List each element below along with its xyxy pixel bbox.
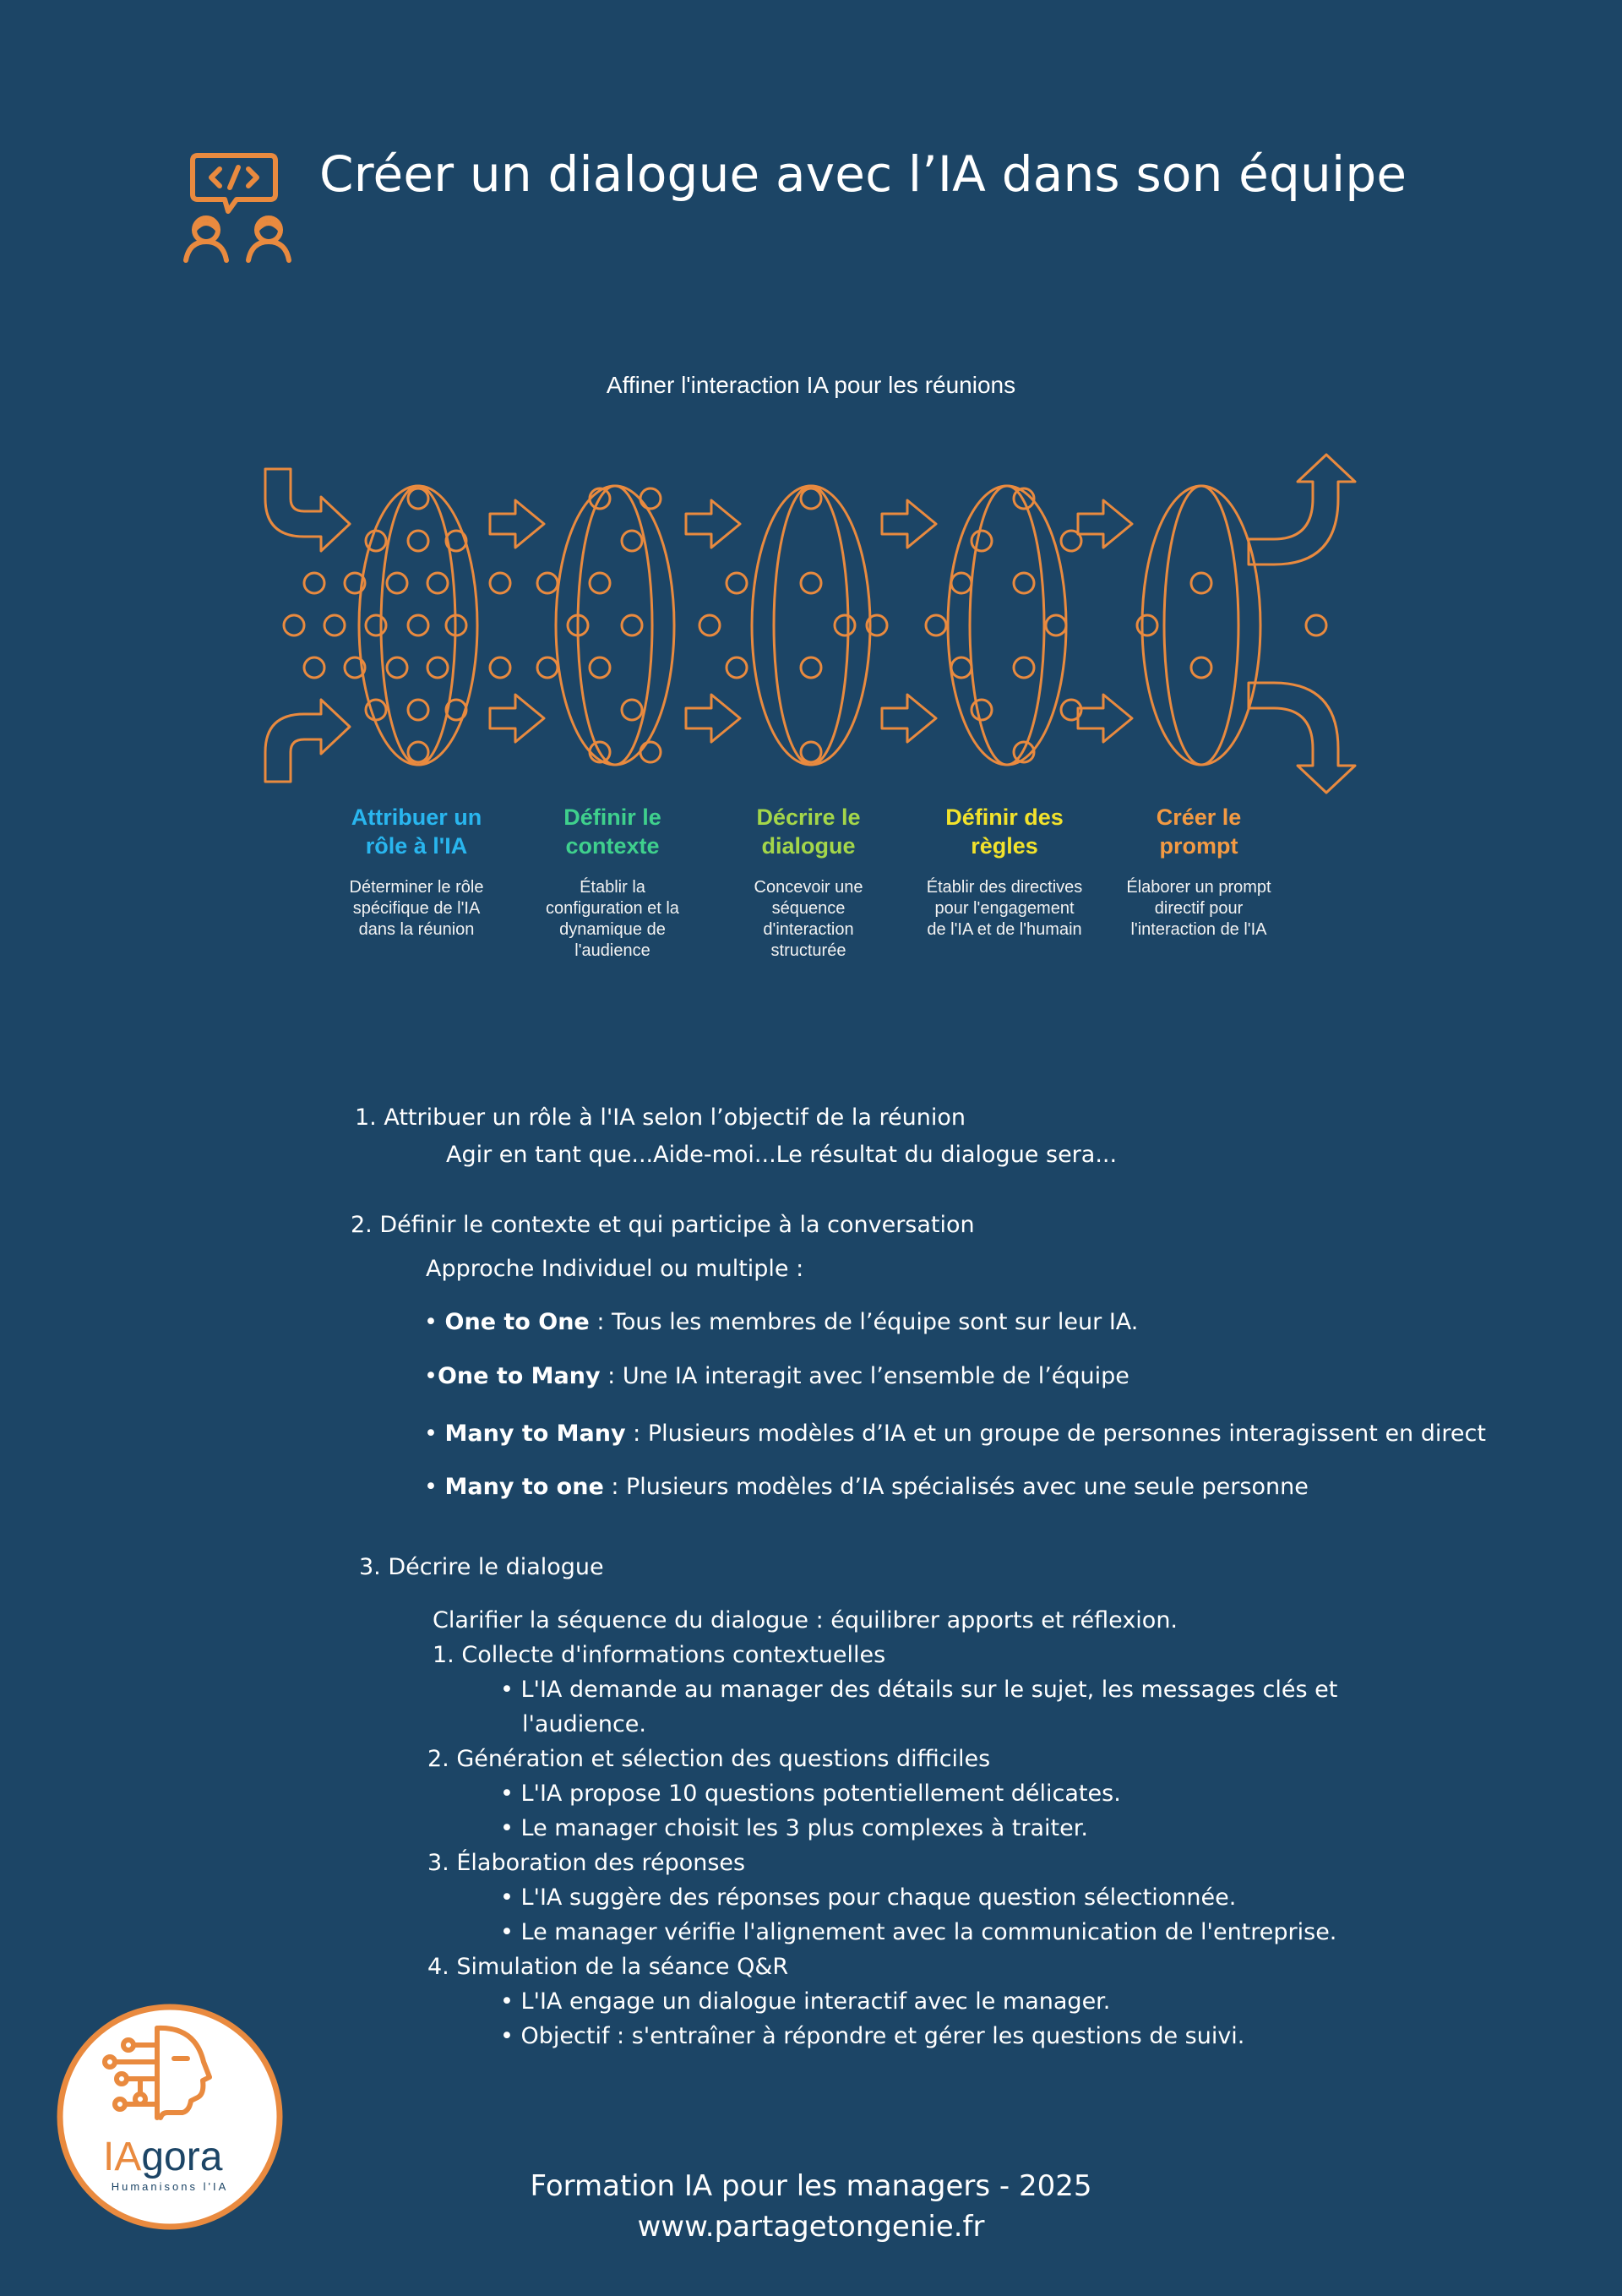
- step-description: Concevoir une séquence d'interaction structurée: [754, 878, 863, 960]
- step-description: Élaborer un prompt directif pour l'interaction de l'IA: [1126, 878, 1271, 939]
- dialogue-step-line: • L'IA suggère des réponses pour chaque question sélectionnée.: [500, 1884, 1237, 1911]
- particle-dot: [1014, 573, 1034, 593]
- context-mode-item: •One to Many : Une IA interagit avec l’ensemble de l’équipe: [424, 1363, 1129, 1389]
- page-title: Créer un dialogue avec l’IA dans son équipe: [319, 145, 1407, 203]
- particle-dot: [366, 615, 386, 635]
- logo-text-ia: IA: [103, 2135, 142, 2179]
- particle-dot: [622, 531, 642, 551]
- particle-dot: [590, 573, 610, 593]
- dialogue-step-line: • Le manager vérifie l'alignement avec la communication de l'entreprise.: [500, 1919, 1337, 1945]
- particle-dot: [537, 573, 558, 593]
- section-1-heading: 1. Attribuer un rôle à l'IA selon l’objectif de la réunion: [355, 1104, 966, 1131]
- mode-name: Many to Many: [444, 1421, 626, 1447]
- logo-tagline: Humanisons l'IA: [111, 2180, 229, 2193]
- particle-dot: [490, 573, 510, 593]
- particle-dot: [408, 742, 428, 762]
- particle-dot: [408, 531, 428, 551]
- particle-dot: [284, 615, 304, 635]
- particle-dot: [304, 573, 324, 593]
- curved-arrow-in-bottom: [265, 700, 350, 782]
- disk-stage-5: [1142, 486, 1260, 765]
- particle-dot: [801, 742, 821, 762]
- particle-dot: [640, 488, 661, 509]
- curved-arrow-in-top: [265, 469, 350, 551]
- particle-dot: [951, 657, 972, 678]
- step-description: Établir des directives pour l'engagement de l'IA et de l'humain: [926, 878, 1083, 939]
- dialogue-step-line: • L'IA demande au manager des détails sur le sujet, les messages clés et: [500, 1677, 1338, 1703]
- dialogue-step-line: 2. Génération et sélection des questions difficiles: [427, 1746, 991, 1772]
- process-diagram: [253, 448, 1369, 803]
- section-1-text: Agir en tant que...Aide-moi...Le résultat du dialogue sera...: [446, 1142, 1118, 1168]
- mode-name: One to Many: [437, 1363, 601, 1389]
- step-title: Définir des règles: [945, 804, 1064, 859]
- particle-dot: [801, 488, 821, 509]
- particle-dot: [1046, 615, 1066, 635]
- particle-dot: [622, 615, 642, 635]
- particle-dot: [972, 531, 992, 551]
- mode-name: Many to one: [444, 1474, 604, 1500]
- arrow-1-top: [490, 500, 544, 548]
- particle-dot: [366, 531, 386, 551]
- particle-dot: [408, 615, 428, 635]
- particle-dot: [408, 488, 428, 509]
- curved-arrow-out-top: [1249, 455, 1355, 564]
- particle-dot: [1061, 531, 1081, 551]
- footer-line-1: Formation IA pour les managers - 2025: [530, 2169, 1092, 2203]
- particle-dot: [801, 657, 821, 678]
- particle-dot: [801, 573, 821, 593]
- dialogue-step-line: Clarifier la séquence du dialogue : équilibrer apports et réflexion.: [433, 1607, 1178, 1633]
- section-2-intro: Approche Individuel ou multiple :: [426, 1256, 804, 1282]
- step-3: [711, 803, 906, 962]
- footer-line-2: www.partagetongenie.fr: [637, 2210, 985, 2244]
- disk-stage-2: [556, 486, 674, 765]
- particle-dot: [446, 700, 466, 720]
- particle-dot: [640, 742, 661, 762]
- particle-dot: [727, 657, 747, 678]
- particle-dot: [537, 657, 558, 678]
- step-title: Décrire le dialogue: [756, 804, 861, 859]
- dialogue-step-line: l'audience.: [522, 1711, 646, 1737]
- particle-dot: [1191, 573, 1211, 593]
- section-3-heading: 3. Décrire le dialogue: [359, 1554, 604, 1580]
- arrow-2-top: [686, 500, 740, 548]
- step-4: [907, 803, 1102, 941]
- particle-dot: [699, 615, 720, 635]
- particle-dot: [387, 657, 407, 678]
- mode-name: One to One: [444, 1309, 590, 1335]
- step-description: Déterminer le rôle spécifique de l'IA dans la réunion: [349, 878, 484, 939]
- particle-dot: [590, 657, 610, 678]
- disk-stage-4: [948, 486, 1066, 765]
- disk-stage-1: [359, 486, 477, 765]
- step-5: [1102, 803, 1296, 941]
- curved-arrow-out-bottom: [1249, 683, 1355, 793]
- diagram-title: Affiner l'interaction IA pour les réunions: [606, 372, 1016, 398]
- particle-dot: [387, 573, 407, 593]
- step-2: [515, 803, 710, 962]
- particle-dot: [427, 573, 448, 593]
- arrow-2-bottom: [686, 695, 740, 742]
- step-title: Définir le contexte: [563, 804, 661, 859]
- step-description: Établir la configuration et la dynamique de l'audience: [546, 878, 679, 960]
- particle-dot: [622, 700, 642, 720]
- particle-dot: [324, 615, 345, 635]
- particle-dot: [1306, 615, 1326, 635]
- particle-dot: [408, 700, 428, 720]
- arrow-4-top: [1078, 500, 1132, 548]
- particle-dot: [951, 573, 972, 593]
- dialogue-step-line: 1. Collecte d'informations contextuelles: [433, 1642, 886, 1668]
- particle-dot: [490, 657, 510, 678]
- step-title: Créer le prompt: [1156, 804, 1242, 859]
- dialogue-step-line: • L'IA engage un dialogue interactif avec le manager.: [500, 1988, 1111, 2015]
- logo-text-gora: gora: [141, 2135, 223, 2179]
- particle-dot: [1191, 657, 1211, 678]
- particle-dot: [727, 573, 747, 593]
- step-1: [319, 803, 514, 941]
- arrow-3-bottom: [882, 695, 936, 742]
- particle-dot: [1137, 615, 1157, 635]
- disk-stage-3: [752, 486, 870, 765]
- dialogue-step-line: • L'IA propose 10 questions potentiellement délicates.: [500, 1781, 1121, 1807]
- particle-dot: [1014, 657, 1034, 678]
- particle-dot: [427, 657, 448, 678]
- particle-dot: [972, 700, 992, 720]
- team-code-chat-icon: [181, 150, 296, 269]
- dialogue-step-line: • Objectif : s'entraîner à répondre et gérer les questions de suivi.: [500, 2023, 1245, 2049]
- arrow-1-bottom: [490, 695, 544, 742]
- particle-dot: [446, 531, 466, 551]
- dialogue-step-line: • Le manager choisit les 3 plus complexes à traiter.: [500, 1815, 1088, 1841]
- dialogue-step-line: 3. Élaboration des réponses: [427, 1850, 746, 1876]
- dialogue-step-line: 4. Simulation de la séance Q&R: [427, 1954, 789, 1980]
- arrow-4-bottom: [1078, 695, 1132, 742]
- particle-dot: [926, 615, 946, 635]
- arrow-3-top: [882, 500, 936, 548]
- section-2-heading: 2. Définir le contexte et qui participe à la conversation: [351, 1212, 975, 1238]
- context-mode-item: • One to One : Tous les membres de l’équipe sont sur leur IA.: [424, 1309, 1139, 1335]
- context-mode-item: • Many to Many : Plusieurs modèles d’IA et un groupe de personnes interagissent en direct: [424, 1421, 1486, 1447]
- particle-dot: [366, 700, 386, 720]
- context-mode-item: • Many to one : Plusieurs modèles d’IA spécialisés avec une seule personne: [424, 1474, 1309, 1500]
- particle-dot: [304, 657, 324, 678]
- step-title: Attribuer un rôle à l'IA: [351, 804, 482, 859]
- particle-dot: [835, 615, 855, 635]
